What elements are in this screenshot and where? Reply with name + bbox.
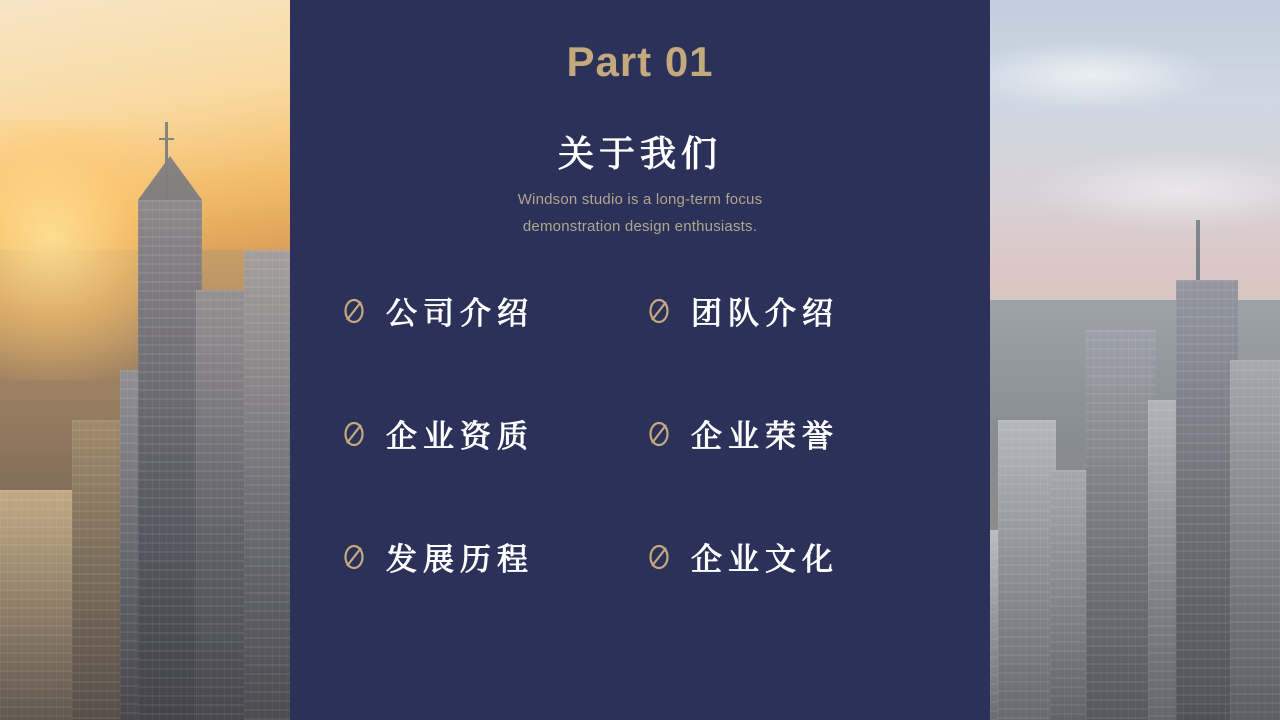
part-label: Part 01 [566,38,714,85]
list-item-label: 发展历程 [386,542,534,577]
subtitle-line-2: demonstration design enthusiasts. [522,218,758,235]
left-photo-haze-overlay [0,0,290,720]
list-item[interactable] [645,411,940,456]
list-item-label: 企业文化 [691,542,839,577]
check-mark-icon [340,419,368,449]
center-content-panel [290,0,990,720]
subtitle-line-1: Windson studio is a long-term focus [517,191,763,208]
check-mark-icon [340,296,368,326]
check-mark-icon [645,542,673,572]
list-item[interactable] [340,534,635,579]
list-item[interactable] [340,411,635,456]
right-photo-haze-overlay [990,0,1280,720]
list-item[interactable] [645,534,940,579]
agenda-list [340,288,940,579]
check-mark-icon [340,542,368,572]
check-mark-icon [645,296,673,326]
subtitle [290,186,990,240]
list-item-label: 团队介绍 [691,296,839,331]
list-item-label: 公司介绍 [386,296,534,331]
list-item-label: 企业资质 [386,419,534,454]
page-title: 关于我们 [557,133,722,174]
list-item-label: 企业荣誉 [691,419,839,454]
right-city-photo [990,0,1280,720]
left-city-photo [0,0,290,720]
list-item[interactable] [645,288,940,333]
list-item[interactable] [340,288,635,333]
check-mark-icon [645,419,673,449]
